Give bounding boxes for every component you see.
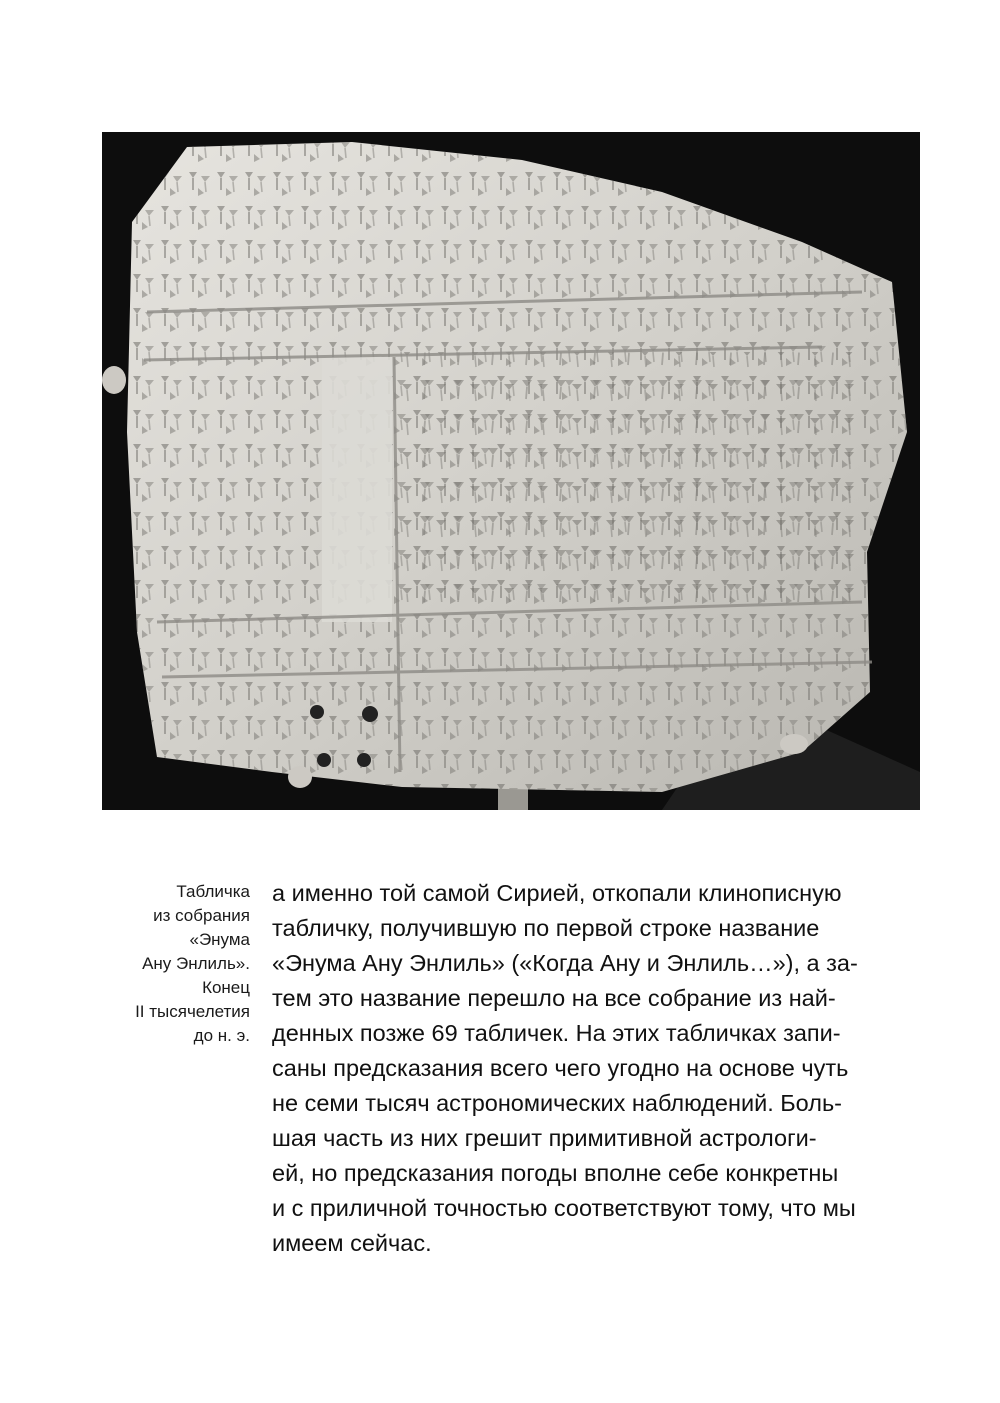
caption-line: «Энума [189, 930, 250, 949]
caption-line: из собрания [153, 906, 250, 925]
caption-line: II тысячелетия [135, 1002, 250, 1021]
body-line: саны предсказания всего чего угодно на основе чуть [272, 1055, 849, 1081]
body-line: имеем сейчас. [272, 1230, 432, 1256]
cuneiform-tablet-photo [102, 132, 920, 810]
body-line: тем это название перешло на все собрание из най- [272, 985, 836, 1011]
figure-caption [120, 880, 250, 1048]
body-line: а именно той самой Сирией, откопали клинописную [272, 880, 842, 906]
body-line: и с приличной точностью соответствуют тому, что мы [272, 1195, 856, 1221]
body-line: «Энума Ану Энлиль» («Когда Ану и Энлиль…»), а за- [272, 950, 858, 976]
caption-line: до н. э. [193, 1026, 250, 1045]
body-line: ей, но предсказания погоды вполне себе конкретны [272, 1160, 839, 1186]
tablet-illustration [102, 132, 920, 810]
body-line: шая часть из них грешит примитивной астрологи- [272, 1125, 817, 1151]
caption-line: Ану Энлиль». [142, 954, 250, 973]
caption-line: Конец [202, 978, 250, 997]
body-line: денных позже 69 табличек. На этих табличках запи- [272, 1020, 841, 1046]
body-line: не семи тысяч астрономических наблюдений. Боль- [272, 1090, 843, 1116]
caption-line: Табличка [176, 882, 250, 901]
body-line: табличку, получившую по первой строке название [272, 915, 820, 941]
body-paragraph [272, 876, 920, 1261]
